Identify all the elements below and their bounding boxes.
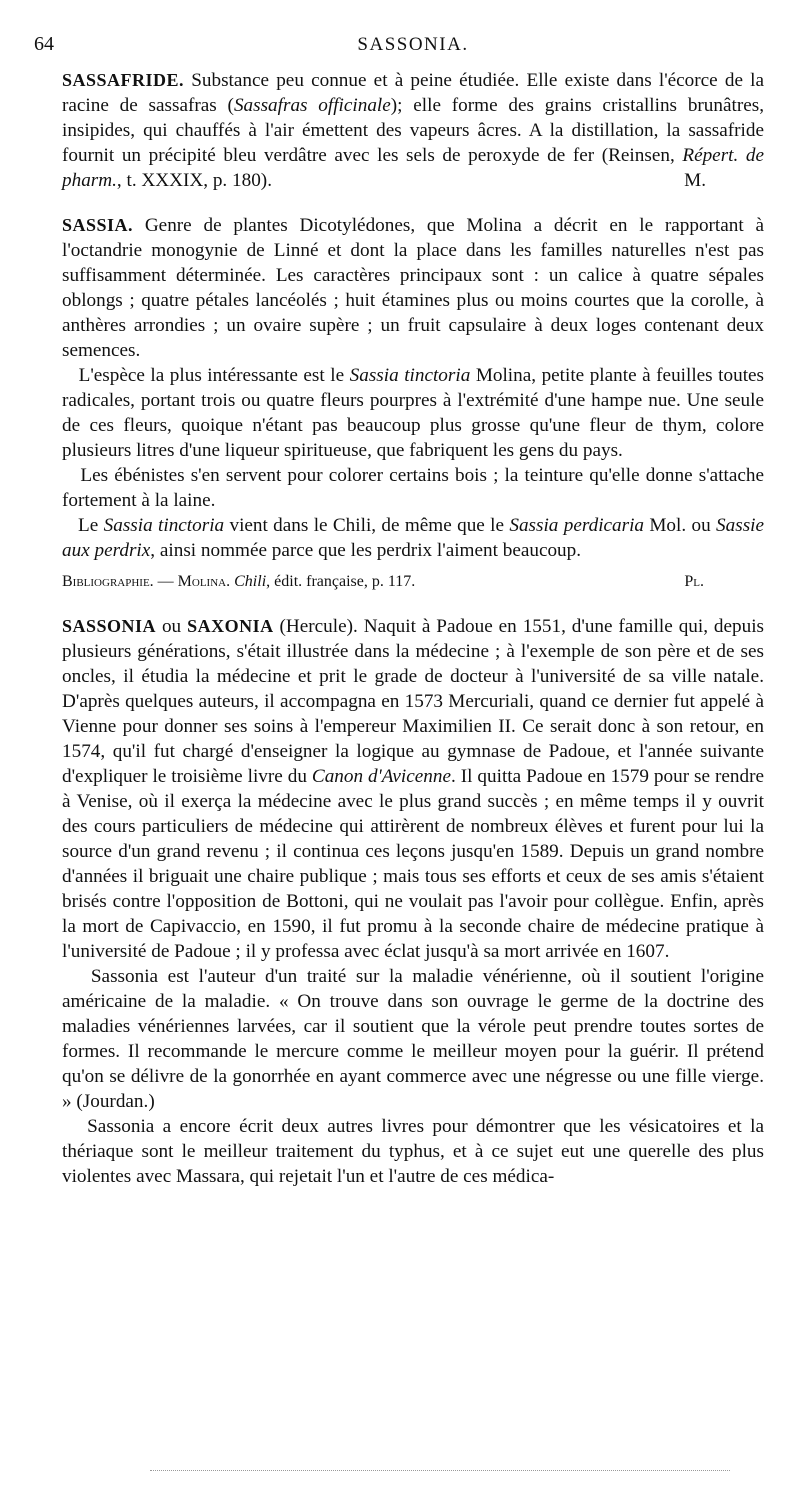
headword: SASSONIA — [62, 616, 157, 636]
paragraph — [62, 363, 764, 463]
bibliography-author: Molina. — [177, 573, 231, 590]
page-header — [34, 30, 764, 60]
paragraph — [62, 614, 764, 964]
italic-text: Sassia tinctoria — [103, 515, 225, 536]
italic-text: Sassie aux perdrix — [62, 515, 765, 561]
italic-text: Canon d'Avicenne — [311, 766, 451, 787]
text: L'espèce la plus intéressante est le — [78, 365, 350, 386]
bibliography-title: Chili — [234, 573, 267, 590]
text: , édit. française, p. 117. — [266, 573, 416, 590]
entry-sassonia — [62, 614, 764, 1189]
text: Genre de plantes Dicotylédones, que Molina a décrit en le rapportant à l'octandrie monogynie de Linné et dont la place dans les familles naturelles n'est pas suffisamment déterminée. Les caractères principaux sont : un calice à quatre sépales oblongs ; quatre pétales lancéolés ; huit étamines plus ou moins courtes que la corolle, à anthères arrondies ; un ovaire supère ; un fruit capsulaire à deux loges contenant deux semences. — [62, 215, 765, 361]
author-signature: M. — [684, 170, 706, 191]
bibliography — [62, 569, 764, 594]
text: , ainsi nommée parce que les perdrix l'aiment beaucoup. — [150, 540, 582, 561]
text: (Hercule). — [273, 616, 358, 637]
text: Substance peu connue et à peine étudiée. Elle existe dans l'écorce de la racine de sassafras ( — [62, 70, 765, 116]
paragraph — [62, 1114, 764, 1189]
text: ); elle forme des grains cristallins brunâtres, insipides, qui chauffés à l'air émettent des vapeurs âcres. A la distillation, la sassafride fournit un précipité bleu verdâtre avec les sels de peroxyde de fer (Reinsen, — [62, 95, 765, 166]
paragraph — [62, 68, 764, 193]
text: Sassonia est l'auteur d'un traité sur la maladie vénérienne, où il soutient l'origine américaine de la maladie. « On trouve dans son ouvrage le germe de la doctrine des maladies vénériennes larvées, car il soutient que la vérole peut prendre toutes sortes de formes. Il recommande le mercure comme le meilleur moyen pour la guérir. Il prétend qu'on se délivre de la gonorrhée en ayant commerce avec une négresse ou une fille vierge. » (Jourdan.) — [62, 966, 764, 1112]
text: vient dans le Chili, de même que le — [224, 515, 510, 536]
bottom-rule — [150, 1470, 730, 1471]
text: ou — [156, 616, 188, 637]
text: , t. XXXIX, p. 180). — [116, 170, 272, 191]
italic-text: Répert. de pharm. — [62, 145, 764, 191]
headword: SASSAFRIDE. — [62, 70, 185, 90]
italic-text: Sassia tinctoria — [349, 365, 471, 386]
text: Naquit à Padoue en 1551, d'une famille qui, depuis plusieurs générations, s'était illustrée dans la médecine ; à l'exemple de son père et de ses oncles, il étudia la médecine et prit le grade de docteur à l'université de sa ville natale. D'après quelques auteurs, il accompagna en 1573 Mercuriali, quand ce dernier fut appelé à Vienne pour donner ses soins à l'empereur Maximilien II. Ce serait donc à son retour, en 1574, qu'il fut chargé d'enseigner la logique au gymnase de Padoue, et l'année suivante d'expliquer le troisième livre du — [62, 616, 765, 787]
author-signature: Pl. — [684, 573, 704, 590]
entry-sassafride — [62, 68, 764, 193]
text: Molina, petite plante à feuilles toutes radicales, portant trois ou quatre fleurs pourpres à l'extrémité d'une hampe nue. Une seule de ces fleurs, quoique n'étant pas beaucoup plus grosse qu'une fleur de thym, colore plusieurs litres d'une liqueur spiritueuse, que fabriquent les gens du pays. — [62, 365, 765, 461]
paragraph — [62, 964, 764, 1114]
page-number: 64 — [34, 33, 54, 55]
text: Les ébénistes s'en servent pour colorer certains bois ; la teinture qu'elle donne s'attache fortement à la laine. — [62, 465, 765, 511]
text: . Il quitta Padoue en 1579 pour se rendre à Venise, où il exerça la médecine avec le plus grand succès ; en même temps il y ouvrit des cours particuliers de médecine qui attirèrent de nombreux élèves et furent pour lui la source d'un grand revenu ; il continua ces leçons jusqu'en 1589. Depuis un grand nombre d'années il briguait une chaire publique ; mais tous ses efforts et ceux de ses amis s'étaient brisés contre l'opposition de Bottoni, qui ne voulait pas l'avoir pour collègue. Enfin, après la mort de Capivaccio, en 1590, il fut promu à la seconde chaire de médecine pratique à l'université de Padoue ; il y professa avec éclat jusqu'à sa mort arrivée en 1607. — [62, 766, 764, 962]
headword: SAXONIA — [187, 616, 274, 636]
paragraph — [62, 513, 764, 563]
italic-text: Sassia perdicaria — [509, 515, 645, 536]
text: Le — [78, 515, 104, 536]
text: — — [153, 573, 178, 590]
italic-text: Sassafras officinale — [233, 95, 391, 116]
text: Mol. ou — [644, 515, 717, 536]
running-head: SASSONIA. — [357, 34, 469, 55]
text: Sassonia a encore écrit deux autres livres pour démontrer que les vésicatoires et la thériaque sont le meilleur traitement du typhus, et à ce sujet eut une querelle des plus violentes avec Massara, qui rejetait l'un et l'autre de ces médica- — [62, 1116, 764, 1187]
entry-sassia — [62, 213, 764, 594]
paragraph — [62, 463, 764, 513]
headword: SASSIA. — [62, 215, 134, 235]
bibliography-label: Bibliographie. — [62, 573, 154, 590]
paragraph — [62, 213, 764, 363]
